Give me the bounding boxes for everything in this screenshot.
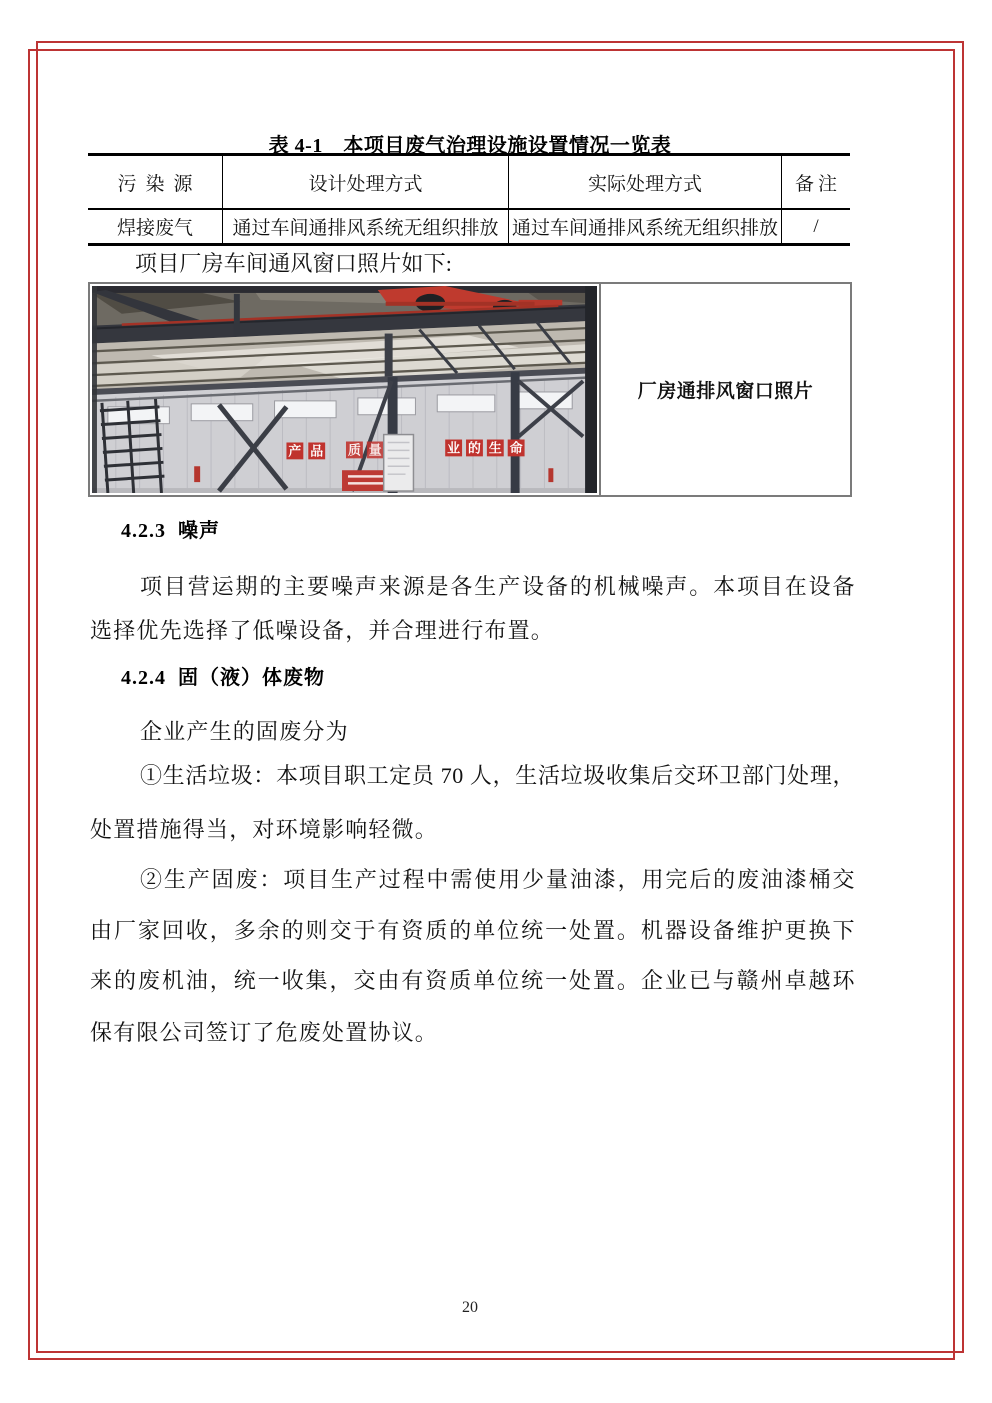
paragraph-line: 来的废机油，统一收集，交由有资质单位统一处置。企业已与赣州卓越环 [90,968,855,993]
paragraph-line: 企业产生的固废分为 [140,719,349,744]
paragraph-line: ①生活垃圾：本项目职工定员 70 人，生活垃圾收集后交环卫部门处理， [140,763,855,788]
cell-actual-treatment: 通过车间通排风系统无组织排放 [508,210,781,243]
photo-cell [90,284,601,495]
header-cell-designed-treatment: 设计处理方式 [222,156,508,208]
paragraph-line: 由厂家回收，多余的则交于有资质的单位统一处置。机器设备维护更换下 [90,918,855,943]
header-cell-remark: 备注 [781,156,850,208]
svg-text:量: 量 [368,442,382,458]
svg-text:品: 品 [310,443,324,459]
fire-extinguisher-mark [548,468,553,482]
photo-caption: 厂房通排风窗口照片 [637,381,814,402]
svg-text:业: 业 [447,440,461,456]
section-heading-noise: 4.2.3 噪声 [121,520,220,542]
paragraph-line: ②生产固废：项目生产过程中需使用少量油漆，用完后的废油漆桶交 [140,867,855,892]
steel-column [511,372,520,493]
section-heading-solid-waste: 4.2.4 固（液）体废物 [121,667,325,689]
cell-remark: / [781,210,850,243]
page-number: 20 [462,1299,478,1316]
table-title: 表 4-1 本项目废气治理设施设置情况一览表 [268,135,672,157]
svg-text:产: 产 [288,443,302,459]
table-row [88,210,850,243]
paragraph-line: 项目营运期的主要噪声来源是各生产设备的机械噪声。本项目在设备 [140,574,855,599]
gas-treatment-table [88,153,850,246]
svg-text:的: 的 [468,440,481,456]
header-cell-pollution-source: 污染源 [117,173,202,195]
table-header-row [88,156,850,210]
paragraph-line: 选择优先选择了低噪设备，并合理进行布置。 [90,618,555,643]
svg-text:命: 命 [509,440,523,456]
fire-extinguisher-mark [194,466,200,482]
paragraph-line: 保有限公司签订了危废处置协议。 [90,1020,439,1045]
paragraph-line: 处置措施得当，对环境影响轻微。 [90,817,439,842]
cell-designed-treatment: 通过车间通排风系统无组织排放 [222,210,508,243]
edge-column [585,286,597,493]
svg-text:生: 生 [488,440,502,456]
notice-board [384,435,414,491]
photo-table [88,282,852,497]
cell-pollution-source: 焊接废气 [116,218,193,239]
header-cell-actual-treatment: 实际处理方式 [508,156,781,208]
photo-note: 项目厂房车间通风窗口照片如下: [135,251,453,276]
svg-text:质: 质 [347,442,361,458]
factory-photo-image [92,286,597,493]
